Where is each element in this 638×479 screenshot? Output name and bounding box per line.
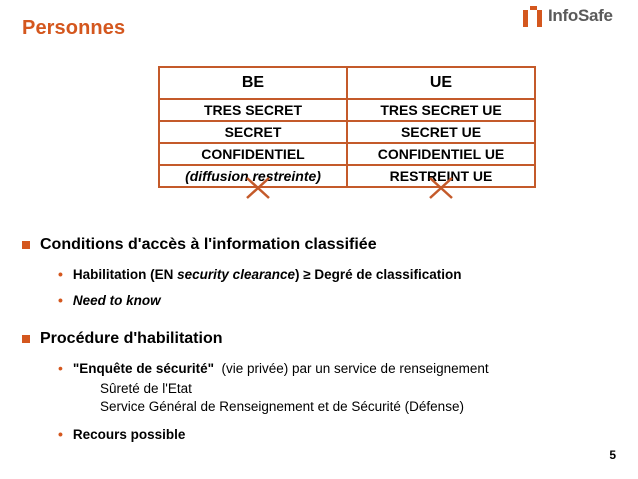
cross-icon [245, 176, 271, 200]
square-bullet-icon [22, 335, 30, 343]
list-item [58, 292, 161, 308]
enquete-text [73, 361, 489, 376]
header-ue: UE [347, 67, 535, 99]
clearance-text [73, 267, 462, 282]
table-row [159, 99, 535, 121]
cell-be: (diffusion restreinte) [159, 165, 347, 187]
cell-ue: RESTREINT UE [347, 165, 535, 187]
need-to-know-text: Need to know [72, 293, 161, 308]
detail-line: Sûreté de l'Etat [100, 381, 192, 396]
list-item [58, 426, 185, 442]
cell-be: CONFIDENTIEL [159, 143, 347, 165]
cross-icon [428, 176, 454, 200]
clearance-part1: Habilitation (EN [72, 267, 178, 282]
page-number: 5 [609, 448, 616, 462]
bullet-icon: • [58, 426, 63, 442]
detail-line: Service Général de Renseignement et de Sécurité (Défense) [100, 399, 464, 414]
section-conditions [22, 236, 377, 254]
clearance-part2: security clearance [177, 267, 295, 282]
table-row [159, 143, 535, 165]
table-header-row [159, 67, 535, 99]
page-title: Personnes [22, 17, 126, 39]
clearance-part3: ) ≥ Degré de classification [295, 267, 462, 282]
list-item [58, 266, 461, 282]
enquete-rest: (vie privée) par un service de renseignement [214, 361, 489, 376]
square-bullet-icon [22, 241, 30, 249]
cell-ue: CONFIDENTIEL UE [347, 143, 535, 165]
bullet-icon: • [58, 292, 63, 308]
cell-ue: TRES SECRET UE [347, 99, 535, 121]
enquete-bold: "Enquête de sécurité" [72, 361, 214, 376]
section-heading: Procédure d'habilitation [40, 330, 223, 347]
logo-bar-1 [523, 10, 528, 27]
recours-text: Recours possible [72, 427, 186, 442]
logo-text: InfoSafe [548, 6, 613, 25]
classification-table [158, 66, 536, 188]
table-row [159, 165, 535, 187]
cell-be: TRES SECRET [159, 99, 347, 121]
bullet-icon: • [58, 360, 63, 376]
cell-ue: SECRET UE [347, 121, 535, 143]
cell-be: SECRET [159, 121, 347, 143]
table-row [159, 121, 535, 143]
list-item [58, 360, 489, 376]
logo-bar-3 [537, 10, 542, 27]
header-be: BE [159, 67, 347, 99]
section-heading: Conditions d'accès à l'information classifiée [40, 236, 377, 253]
section-procedure [22, 330, 223, 348]
bullet-icon: • [58, 266, 63, 282]
logo-bar-2 [530, 6, 537, 10]
